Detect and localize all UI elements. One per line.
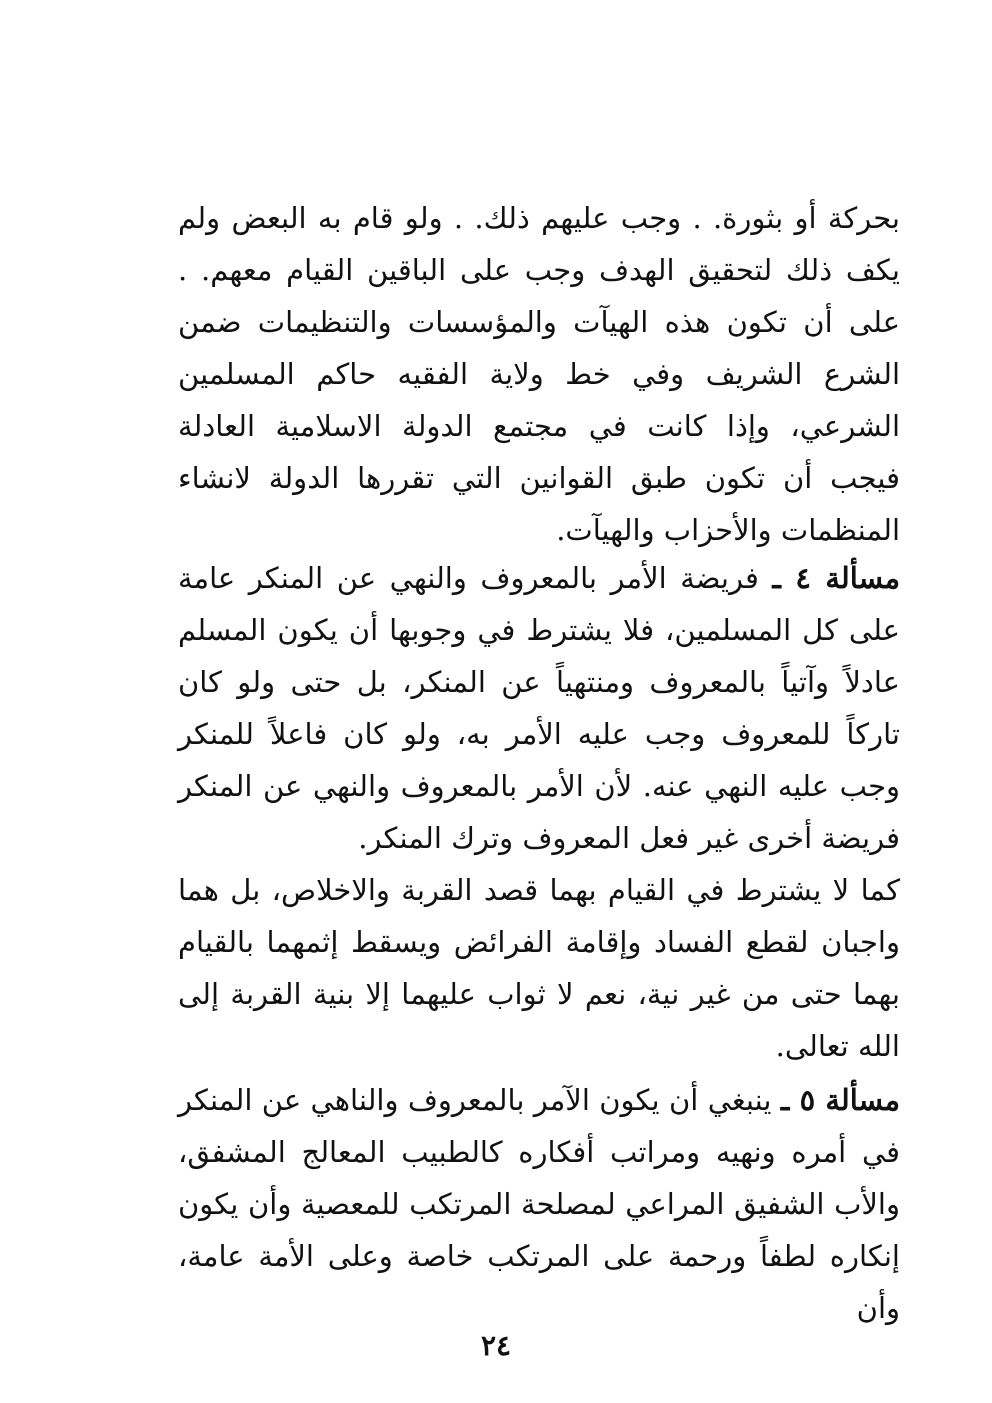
paragraph-masala-5-text: ينبغي أن يكون الآمر بالمعروف والناهي عن المنكر في أمره ونهيه ومراتب أفكاره كالطبيب المعالج المشفق، والأب الشفيق المراعي لمصلحة المرتكب للمعصية وأن يكون إنكاره لطفاً ورحمة على المرتكب خاصة وعلى الأمة عامة، وأن [178, 1083, 900, 1325]
paragraph-1-text: بحركة أو بثورة. . وجب عليهم ذلك. . ولو قام به البعض ولم يكف ذلك لتحقيق الهدف وجب على الباقين القيام معهم. . على أن تكون هذه الهيآت والمؤسسات والتنظيمات ضمن الشرع الشريف وفي خط ولاية الفقيه حاكم المسلمين الشرعي، وإذا كانت في مجتمع الدولة الاسلامية العادلة فيجب أن تكون طبق القوانين التي تقررها الدولة لانشاء المنظمات والأحزاب والهيآت. [178, 201, 900, 547]
page-number: ٢٤ [480, 1329, 512, 1362]
paragraph-1 [178, 192, 900, 556]
paragraph-3 [178, 864, 900, 1072]
paragraph-masala-4-text: فريضة الأمر بالمعروف والنهي عن المنكر عامة على كل المسلمين، فلا يشترط في وجوبها أن يكون المسلم عادلاً وآتياً بالمعروف ومنتهياً عن المنكر، بل حتى ولو كان تاركاً للمعروف وجب عليه الأمر به، ولو كان فاعلاً للمنكر وجب عليه النهي عنه. لأن الأمر بالمعروف والنهي عن المنكر فريضة أخرى غير فعل المعروف وترك المنكر. [178, 561, 900, 855]
masala-5-label: مسألة ٥ ـ [780, 1083, 901, 1117]
paragraph-masala-5 [178, 1074, 900, 1334]
paragraph-3-text: كما لا يشترط في القيام بهما قصد القربة والاخلاص، بل هما واجبان لقطع الفساد وإقامة الفرائض ويسقط إثمهما بالقيام بهما حتى من غير نية، نعم لا ثواب عليهما إلا بنية القربة إلى الله تعالى. [178, 873, 900, 1063]
masala-4-label: مسألة ٤ ـ [772, 561, 900, 595]
paragraph-masala-4 [178, 552, 900, 864]
